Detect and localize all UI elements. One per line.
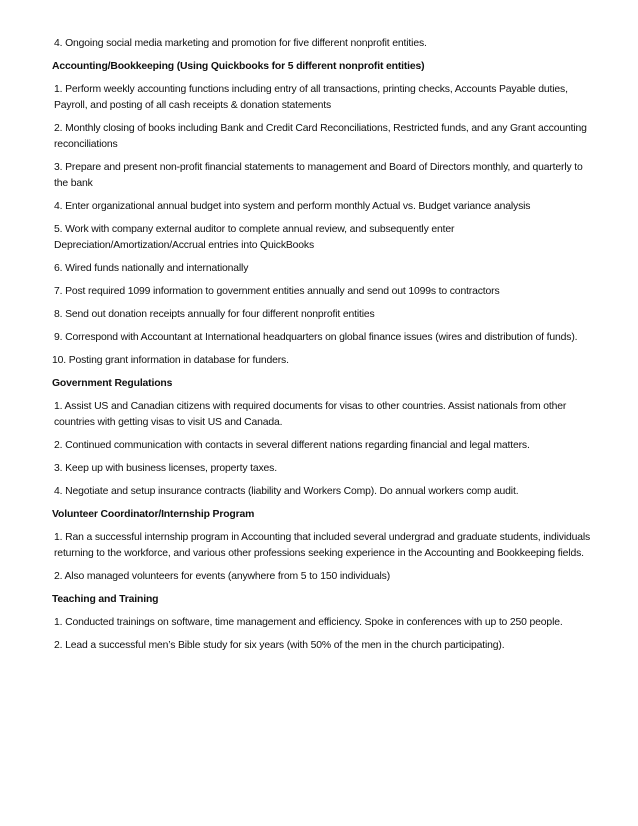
list-item: 8. Send out donation receipts annually for four different nonprofit entities bbox=[54, 309, 375, 320]
list-item: 2. Lead a successful men’s Bible study for six years (with 50% of the men in the church participating). bbox=[54, 640, 505, 651]
list-item: 2. Continued communication with contacts in several different nations regarding financial and legal matters. bbox=[54, 440, 530, 451]
list-item: 1. Perform weekly accounting functions including entry of all transactions, printing checks, Accounts Payable duties, Payroll, and posting of all cash receipts & donation statements bbox=[54, 84, 568, 111]
list-item: 5. Work with company external auditor to complete annual review, and subsequently enter Depreciation/Amortization/Accrual entries into QuickBooks bbox=[54, 224, 455, 251]
list-item: 6. Wired funds nationally and internationally bbox=[54, 263, 249, 274]
document-page bbox=[52, 36, 592, 661]
list-item: 4. Ongoing social media marketing and promotion for five different nonprofit entities. bbox=[54, 38, 427, 49]
section-heading-accounting: Accounting/Bookkeeping (Using Quickbooks for 5 different nonprofit entities) bbox=[52, 61, 425, 72]
list-item: 7. Post required 1099 information to government entities annually and send out 1099s to contractors bbox=[54, 286, 500, 297]
list-item: 3. Prepare and present non-profit financial statements to management and Board of Directors monthly, and quarterly to the bank bbox=[54, 162, 583, 189]
list-item: 2. Also managed volunteers for events (anywhere from 5 to 150 individuals) bbox=[54, 571, 391, 582]
list-item: 9. Correspond with Accountant at International headquarters on global finance issues (wires and distribution of funds). bbox=[54, 332, 578, 343]
section-heading-government: Government Regulations bbox=[52, 378, 173, 389]
list-item: 3. Keep up with business licenses, property taxes. bbox=[54, 463, 277, 474]
list-item: 4. Negotiate and setup insurance contracts (liability and Workers Comp). Do annual workers comp audit. bbox=[54, 486, 519, 497]
section-heading-volunteer: Volunteer Coordinator/Internship Program bbox=[52, 509, 255, 520]
list-item: 10. Posting grant information in database for funders. bbox=[52, 355, 289, 366]
section-heading-teaching: Teaching and Training bbox=[52, 594, 159, 605]
list-item: 4. Enter organizational annual budget into system and perform monthly Actual vs. Budget variance analysis bbox=[54, 201, 531, 212]
list-item: 1. Conducted trainings on software, time management and efficiency. Spoke in conferences with up to 250 people. bbox=[54, 617, 563, 628]
list-item: 1. Ran a successful internship program in Accounting that included several undergrad and graduate students, individuals returning to the workforce, and various other professions seeking experience in the Accounting and Bookkeeping fields. bbox=[54, 532, 591, 559]
list-item: 1. Assist US and Canadian citizens with required documents for visas to other countries. Assist nationals from other countries with getting visas to visit US and Canada. bbox=[54, 401, 567, 428]
list-item: 2. Monthly closing of books including Bank and Credit Card Reconciliations, Restricted funds, and any Grant accounting reconciliations bbox=[54, 123, 587, 150]
